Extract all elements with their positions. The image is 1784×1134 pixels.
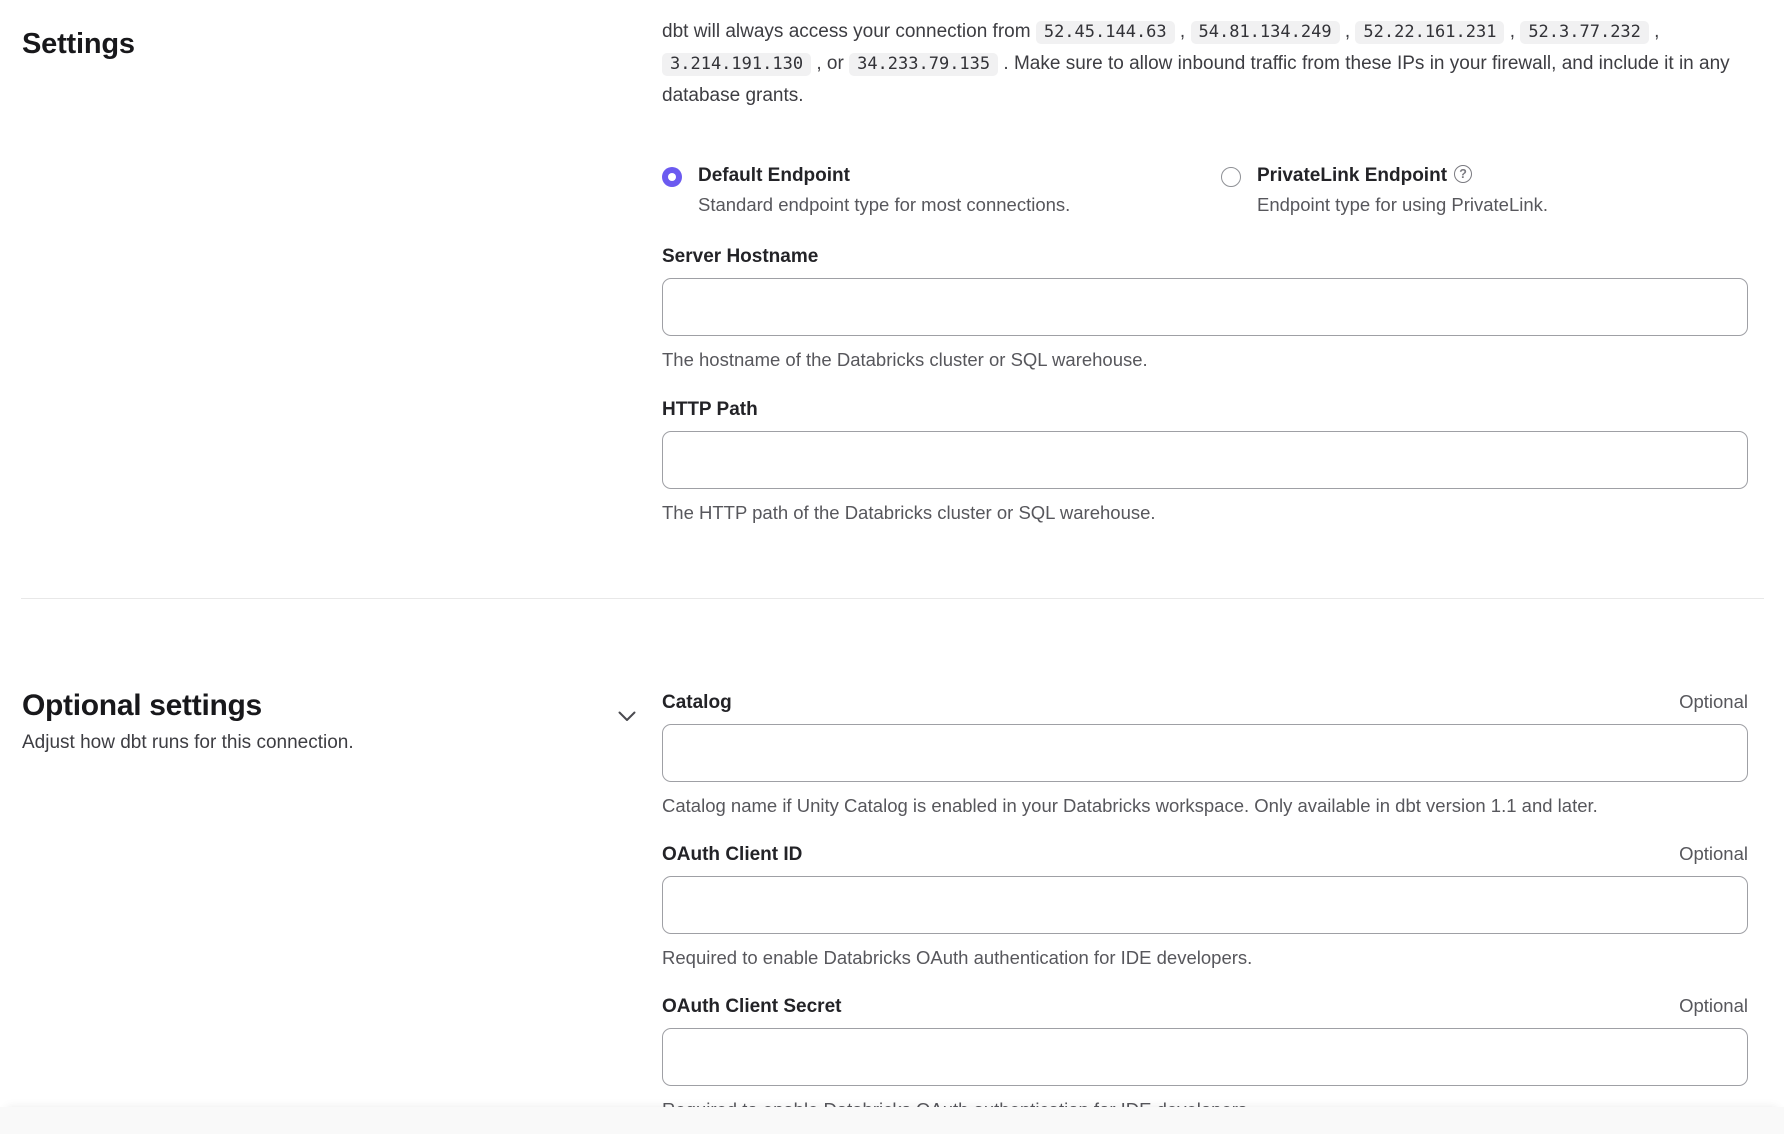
http-path-label-row	[662, 399, 1748, 421]
radio-unselected-icon[interactable]	[1221, 167, 1241, 187]
settings-section-form	[662, 0, 1748, 524]
oauth-client-secret-label-row	[662, 995, 1748, 1018]
radio-default-endpoint[interactable]	[662, 165, 1189, 216]
optional-settings-left	[0, 689, 662, 754]
intro-text-segment: ,	[1504, 21, 1521, 42]
http-path-field-group	[662, 399, 1748, 524]
optional-settings-form	[662, 689, 1748, 1121]
chevron-down-icon	[618, 711, 636, 722]
oauth-client-id-input[interactable]	[662, 876, 1748, 934]
intro-text-segment: ,	[1174, 21, 1191, 42]
settings-section-left	[0, 0, 662, 61]
oauth-client-secret-optional-badge: Optional	[1679, 995, 1748, 1016]
oauth-client-secret-label: OAuth Client Secret	[662, 996, 842, 1017]
catalog-helper: Catalog name if Unity Catalog is enabled in your Databricks workspace. Only available in dbt version 1.1 and later.	[662, 795, 1598, 816]
ip-address-chip: 52.45.144.63	[1036, 21, 1175, 44]
intro-text-segment: ,	[1339, 21, 1356, 42]
catalog-optional-badge: Optional	[1679, 691, 1748, 712]
oauth-client-id-helper: Required to enable Databricks OAuth authentication for IDE developers.	[662, 947, 1253, 968]
catalog-label: Catalog	[662, 692, 732, 713]
intro-text-segment: ,	[1648, 21, 1660, 42]
section-divider	[21, 598, 1764, 599]
optional-settings-section	[0, 689, 1784, 1121]
ip-address-chip: 3.214.191.130	[662, 53, 811, 76]
page-title: Settings	[22, 28, 135, 60]
radio-privatelink-endpoint-description: Endpoint type for using PrivateLink.	[1257, 194, 1549, 215]
server-hostname-label-row	[662, 246, 1748, 268]
catalog-field-group	[662, 691, 1748, 817]
catalog-label-row	[662, 691, 1748, 714]
server-hostname-helper: The hostname of the Databricks cluster or SQL warehouse.	[662, 349, 1148, 370]
ip-address-chip: 52.22.161.231	[1355, 21, 1504, 44]
intro-text-segment: , or	[811, 53, 850, 74]
http-path-helper: The HTTP path of the Databricks cluster or SQL warehouse.	[662, 502, 1156, 523]
oauth-client-id-field-group	[662, 843, 1748, 969]
http-path-input[interactable]	[662, 431, 1748, 489]
intro-text-segment: dbt will always access your connection from	[662, 21, 1036, 42]
radio-default-endpoint-texts	[698, 165, 1070, 216]
server-hostname-label: Server Hostname	[662, 246, 819, 267]
optional-settings-subtitle: Adjust how dbt runs for this connection.	[22, 732, 354, 753]
oauth-client-secret-field-group	[662, 995, 1748, 1121]
sticky-footer-bar	[0, 1107, 1784, 1134]
radio-default-endpoint-label: Default Endpoint	[698, 165, 850, 186]
server-hostname-input[interactable]	[662, 278, 1748, 336]
radio-privatelink-endpoint[interactable]	[1221, 165, 1748, 216]
oauth-client-id-label: OAuth Client ID	[662, 844, 803, 865]
ip-address-chip: 54.81.134.249	[1191, 21, 1340, 44]
settings-section	[0, 0, 1784, 524]
oauth-client-id-optional-badge: Optional	[1679, 843, 1748, 864]
oauth-client-id-label-row	[662, 843, 1748, 866]
ip-address-chip: 34.233.79.135	[849, 53, 998, 76]
radio-privatelink-endpoint-texts	[1257, 165, 1548, 216]
help-question-icon[interactable]: ?	[1454, 165, 1472, 183]
radio-default-endpoint-description: Standard endpoint type for most connections.	[698, 194, 1071, 215]
collapse-section-button[interactable]	[612, 701, 642, 731]
ip-allowlist-note	[662, 16, 1748, 111]
radio-privatelink-endpoint-label: PrivateLink Endpoint	[1257, 165, 1448, 186]
server-hostname-field-group	[662, 246, 1748, 371]
intro-text-segment: . Make sure to allow inbound traffic from these IPs in your firewall, and include it in any database grants.	[662, 53, 1730, 106]
catalog-input[interactable]	[662, 724, 1748, 782]
http-path-label: HTTP Path	[662, 399, 758, 420]
oauth-client-secret-input[interactable]	[662, 1028, 1748, 1086]
radio-selected-icon[interactable]	[662, 167, 682, 187]
ip-address-chip: 52.3.77.232	[1520, 21, 1649, 44]
endpoint-type-radio-group	[662, 165, 1748, 216]
optional-settings-title: Optional settings	[22, 689, 262, 722]
